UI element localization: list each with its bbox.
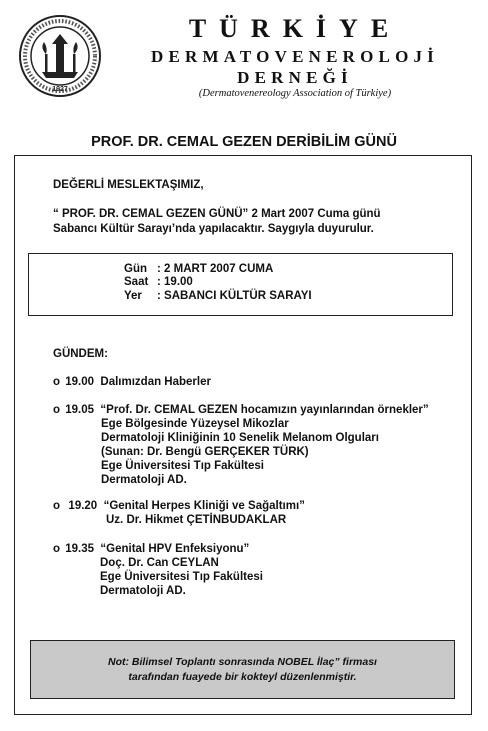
info-time-value: : 19.00 bbox=[157, 276, 193, 288]
info-place-value: : SABANCI KÜLTÜR SARAYI bbox=[157, 290, 312, 302]
agenda-time: 19.35 bbox=[65, 543, 95, 555]
intro-line-2: Sabancı Kültür Sarayı’nda yapılacaktır. Saygıyla duyurulur. bbox=[53, 223, 374, 235]
header-line-2: DERMATOVENEROLOJİ bbox=[150, 47, 440, 66]
association-logo bbox=[18, 14, 102, 98]
agenda-line: Ege Üniversitesi Tıp Fakültesi bbox=[100, 571, 263, 583]
info-day-value: : 2 MART 2007 CUMA bbox=[157, 263, 274, 275]
agenda-item bbox=[53, 375, 211, 389]
agenda-line: Dalımızdan Haberler bbox=[100, 376, 211, 388]
agenda-line: Uz. Dr. Hikmet ÇETİNBUDAKLAR bbox=[106, 514, 287, 526]
agenda-item bbox=[53, 403, 429, 487]
note-line-2: tarafından fuayede bir kokteyl düzenlenmiştir. bbox=[128, 670, 357, 683]
agenda-time: 19.20 bbox=[68, 500, 98, 512]
info-day-label: Gün bbox=[124, 263, 147, 275]
header-line-3: DERNEĞİ bbox=[237, 68, 353, 87]
agenda-line: Ege Bölgesinde Yüzeysel Mikozlar bbox=[101, 418, 289, 430]
agenda-time: 19.05 bbox=[65, 404, 95, 416]
info-place-label: Yer bbox=[124, 290, 142, 302]
agenda-line: “Genital HPV Enfeksiyonu” bbox=[100, 543, 250, 555]
info-day bbox=[124, 263, 273, 275]
intro-text bbox=[53, 207, 443, 237]
agenda-line: Ege Üniversitesi Tıp Fakültesi bbox=[101, 460, 264, 472]
info-place bbox=[124, 290, 312, 302]
header-subtitle: (Dermatovenereology Association of Türkiye) bbox=[198, 88, 392, 99]
header-line-1: TÜRKİYE bbox=[188, 14, 402, 43]
agenda-title: GÜNDEM: bbox=[53, 348, 108, 360]
agenda-line: (Sunan: Dr. Bengü GERÇEKER TÜRK) bbox=[101, 446, 309, 458]
greeting: DEĞERLİ MESLEKTAŞIMIZ, bbox=[53, 179, 204, 191]
note-box bbox=[30, 640, 455, 699]
page-title: PROF. DR. CEMAL GEZEN DERİBİLİM GÜNÜ bbox=[91, 134, 397, 150]
info-time bbox=[124, 276, 193, 288]
agenda-item bbox=[53, 499, 305, 527]
intro-line-1: “ PROF. DR. CEMAL GEZEN GÜNÜ” 2 Mart 2007 Cuma günü bbox=[53, 208, 381, 220]
logo-year: 1927 bbox=[52, 86, 68, 93]
bullet-icon: o bbox=[53, 376, 61, 388]
bullet-icon: o bbox=[53, 500, 61, 512]
agenda-item bbox=[53, 542, 263, 598]
agenda-line: Dermatoloji AD. bbox=[100, 585, 186, 597]
note-line-1: Not: Bilimsel Toplantı sonrasında NOBEL İlaç” firması bbox=[108, 655, 377, 668]
bullet-icon: o bbox=[53, 543, 61, 555]
agenda-line: Dermatoloji Kliniğinin 10 Senelik Melanom Olguları bbox=[101, 432, 379, 444]
agenda-line: “Genital Herpes Kliniği ve Sağaltımı” bbox=[103, 500, 305, 512]
agenda-line: Dermatoloji AD. bbox=[101, 474, 187, 486]
agenda-line: “Prof. Dr. CEMAL GEZEN hocamızın yayınlarından örnekler” bbox=[100, 404, 429, 416]
agenda-line: Doç. Dr. Can CEYLAN bbox=[100, 557, 219, 569]
bullet-icon: o bbox=[53, 404, 61, 416]
agenda-time: 19.00 bbox=[65, 376, 95, 388]
info-time-label: Saat bbox=[124, 276, 149, 288]
